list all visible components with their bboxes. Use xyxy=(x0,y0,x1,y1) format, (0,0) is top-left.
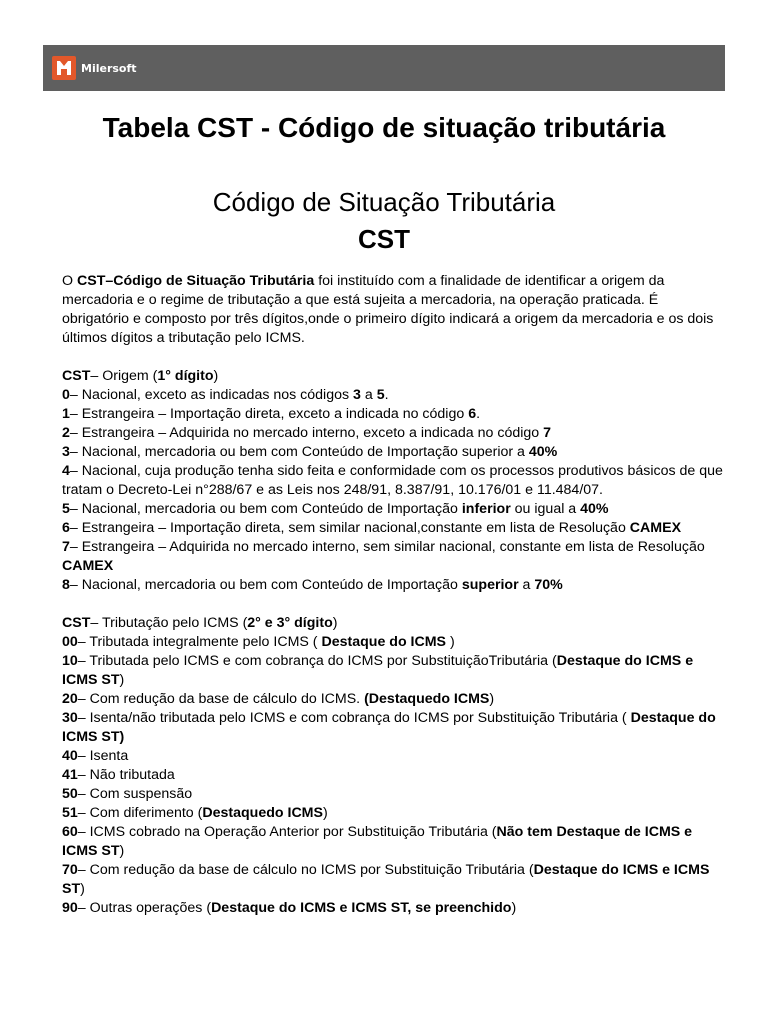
tributacao-item-00: 00– Tributada integralmente pelo ICMS ( Destaque do ICMS ) xyxy=(62,634,455,650)
document-title: Tabela CST - Código de situação tributária xyxy=(102,112,666,143)
header-bar xyxy=(43,45,725,91)
origem-item-4: 4– Nacional, cuja produção tenha sido feita e conformidade com os processos produtivos básicos de que tratam o Decreto-Lei n°288/67 e as Leis nos 248/91, 8.387/91, 10.176/01 e 11.484/07. xyxy=(62,463,723,498)
tributacao-item-30: 30– Isenta/não tributada pelo ICMS e com cobrança do ICMS por Substituição Tributária ( Destaque do ICMS ST) xyxy=(62,710,716,745)
origem-item-1: 1– Estrangeira – Importação direta, exceto a indicada no código 6. xyxy=(62,406,481,422)
document-body xyxy=(62,272,724,918)
origem-item-5: 5– Nacional, mercadoria ou bem com Conteúdo de Importação inferior ou igual a 40% xyxy=(62,501,609,517)
tributacao-item-41: 41– Não tributada xyxy=(62,767,175,783)
milersoft-logo-icon[interactable] xyxy=(52,56,76,80)
origem-item-6: 6– Estrangeira – Importação direta, sem similar nacional,constante em lista de Resolução CAMEX xyxy=(62,520,682,536)
origem-item-8: 8– Nacional, mercadoria ou bem com Conteúdo de Importação superior a 70% xyxy=(62,577,563,593)
section-heading-cst: CST xyxy=(358,224,410,254)
tributacao-item-20: 20– Com redução da base de cálculo do ICMS. (Destaquedo ICMS) xyxy=(62,691,495,707)
brand-name[interactable]: Milersoft xyxy=(81,61,137,75)
origem-item-2: 2– Estrangeira – Adquirida no mercado interno, exceto a indicada no código 7 xyxy=(62,425,552,441)
tributacao-item-90: 90– Outras operações (Destaque do ICMS e ICMS ST, se preenchido) xyxy=(62,900,517,916)
tributacao-item-70: 70– Com redução da base de cálculo no ICMS por Substituição Tributária (Destaque do ICMS e ICMS ST) xyxy=(62,862,710,897)
tributacao-item-40: 40– Isenta xyxy=(62,748,129,764)
origem-heading: CST– Origem (1° dígito) xyxy=(62,368,219,384)
tributacao-heading: CST– Tributação pelo ICMS (2° e 3° dígito) xyxy=(62,615,338,631)
tributacao-item-10: 10– Tributada pelo ICMS e com cobrança do ICMS por SubstituiçãoTributária (Destaque do ICMS e ICMS ST) xyxy=(62,653,694,688)
origem-item-0: 0– Nacional, exceto as indicadas nos códigos 3 a 5. xyxy=(62,387,389,403)
tributacao-item-50: 50– Com suspensão xyxy=(62,786,193,802)
section-heading: Código de Situação Tributária xyxy=(212,187,556,217)
tributacao-item-51: 51– Com diferimento (Destaquedo ICMS) xyxy=(62,805,328,821)
intro-paragraph: O CST–Código de Situação Tributária foi instituído com a finalidade de identificar a origem da mercadoria e o regime de tributação a que está sujeita a mercadoria, na operação praticada. É obrigatório e composto por três dígitos,onde o primeiro dígito indicará a origem da mercadoria e os dois últimos dígitos a tributação pelo ICMS. xyxy=(62,273,714,346)
origem-item-7: 7– Estrangeira – Adquirida no mercado interno, sem similar nacional, constante em lista de Resolução CAMEX xyxy=(62,539,705,574)
origem-item-3: 3– Nacional, mercadoria ou bem com Conteúdo de Importação superior a 40% xyxy=(62,444,558,460)
tributacao-item-60: 60– ICMS cobrado na Operação Anterior por Substituição Tributária (Não tem Destaque de ICMS e ICMS ST) xyxy=(62,824,693,859)
